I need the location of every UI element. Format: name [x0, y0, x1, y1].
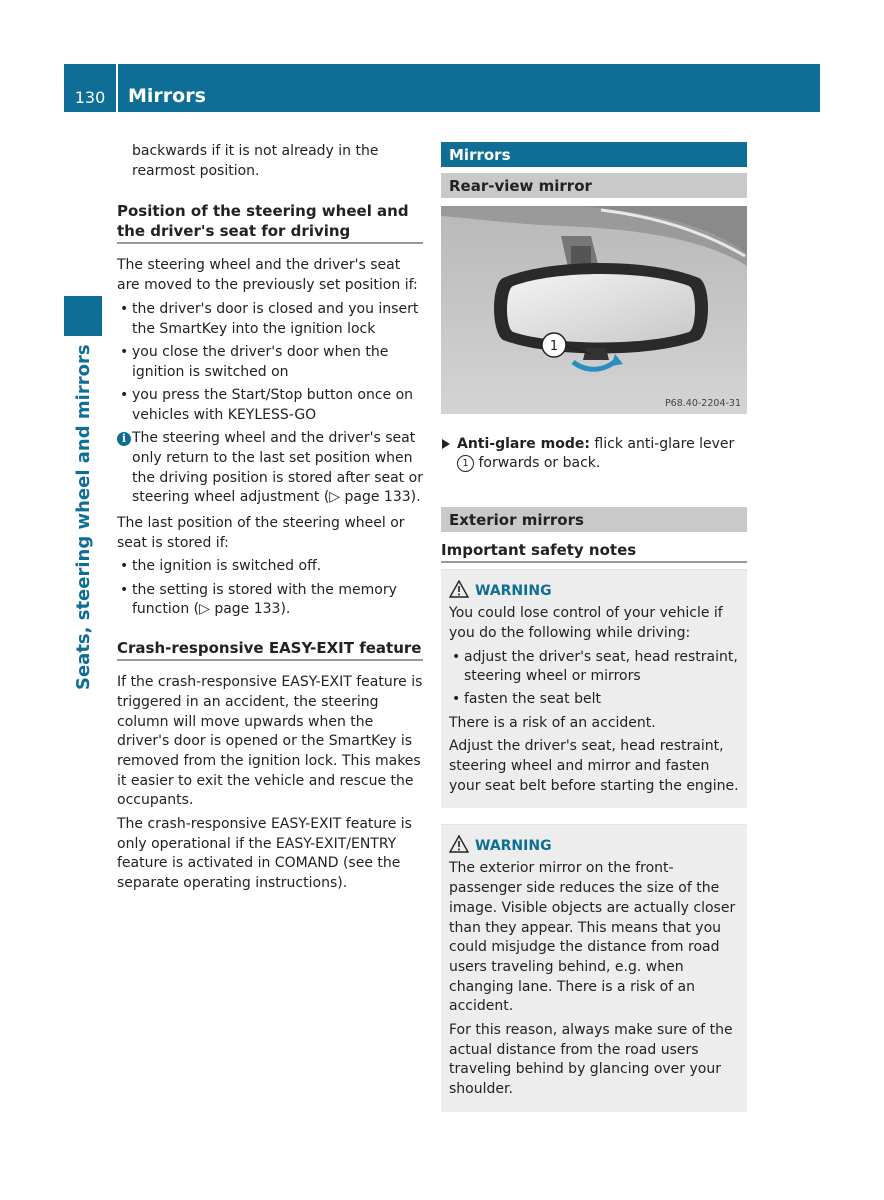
list-item: • the setting is stored with the memory function (▷ page 133). [117, 581, 423, 620]
section-title-easy-exit: Crash-responsive EASY-EXIT feature [117, 638, 423, 661]
figure-callout-1: 1 [549, 339, 559, 354]
list-item: • fasten the seat belt [449, 690, 739, 710]
warning-title: WARNING [475, 838, 552, 855]
paragraph: The exterior mirror on the front-passenger side reduces the size of the image. Visible objects are actually closer than they appear. This means that you could misjudge the distance from road users traveling behind, e.g. when changing lane. There is a risk of an accident. [449, 860, 736, 1015]
intro-continuation: backwards if it is not already in the rearmost position. [132, 143, 379, 179]
side-tab-label: Seats, steering wheel and mirrors [73, 344, 94, 690]
warning-header [449, 835, 739, 855]
list-item: • you close the driver's door when the ignition is switched on [117, 343, 423, 382]
paragraph: The crash-responsive EASY-EXIT feature is only operational if the EASY-EXIT/ENTRY feature is activated in COMAND (see the separate operating instructions). [117, 816, 412, 892]
instruction-text-end: forwards or back. [474, 455, 601, 472]
warning-box-2 [441, 824, 747, 1111]
warning-header [449, 580, 739, 600]
instruction-arrow-icon [442, 439, 450, 449]
callout-1-icon: 1 [457, 455, 474, 472]
list-item: • adjust the driver's seat, head restraint, steering wheel or mirrors [449, 648, 739, 687]
warning-title: WARNING [475, 583, 552, 600]
list-item: • the ignition is switched off. [117, 557, 423, 577]
list-item: • the driver's door is closed and you insert the SmartKey into the ignition lock [117, 300, 423, 339]
warning-triangle-icon [449, 835, 469, 853]
section-title-safety-notes: Important safety notes [441, 540, 747, 563]
page-number: 130 [74, 88, 106, 107]
warning-box-1 [441, 569, 747, 808]
section-bar-exterior-mirrors: Exterior mirrors [441, 507, 747, 532]
info-note [117, 429, 423, 508]
left-column [117, 142, 423, 898]
paragraph: The last position of the steering wheel or seat is stored if: [117, 515, 405, 551]
header-divider [116, 64, 118, 112]
paragraph: If the crash-responsive EASY-EXIT feature is triggered in an accident, the steering column will move upwards when the driver's door is opened or the SmartKey is removed from the ignition lock. This makes it easier to exit the vehicle and rescue the occupants. [117, 674, 423, 809]
paragraph: Adjust the driver's seat, head restraint, steering wheel and mirror and fasten your seat belt before starting the engine. [449, 738, 739, 794]
rear-view-mirror-illustration [441, 206, 747, 414]
paragraph: You could lose control of your vehicle if you do the following while driving: [449, 605, 723, 641]
chapter-title: Mirrors [128, 85, 206, 107]
section-bar-mirrors: Mirrors [441, 142, 747, 167]
figure-code: P68.40-2204-31 [664, 398, 741, 409]
instruction-label: Anti-glare mode: [457, 435, 590, 452]
bullet-list [117, 300, 423, 425]
instruction-anti-glare [441, 435, 747, 474]
list-item: • you press the Start/Stop button once on vehicles with KEYLESS-GO [117, 386, 423, 425]
paragraph: For this reason, always make sure of the actual distance from the road users traveling behind by glancing over your shoulder. [449, 1022, 733, 1098]
info-icon: i [117, 432, 131, 446]
paragraph: There is a risk of an accident. [449, 714, 656, 731]
warning-triangle-icon [449, 580, 469, 598]
right-column [441, 142, 747, 1112]
instruction-text: flick anti-glare lever [589, 435, 735, 452]
section-title-position: Position of the steering wheel and the driver's seat for driving [117, 201, 423, 244]
bullet-list [117, 557, 423, 620]
info-text: The steering wheel and the driver's seat only return to the last set position when the driving position is stored after seat or steering wheel adjustment (▷ page 133). [132, 430, 423, 506]
section-bar-rear-view-mirror: Rear-view mirror [441, 173, 747, 198]
paragraph: The steering wheel and the driver's seat are moved to the previously set position if: [117, 257, 418, 294]
bullet-list [449, 648, 739, 710]
